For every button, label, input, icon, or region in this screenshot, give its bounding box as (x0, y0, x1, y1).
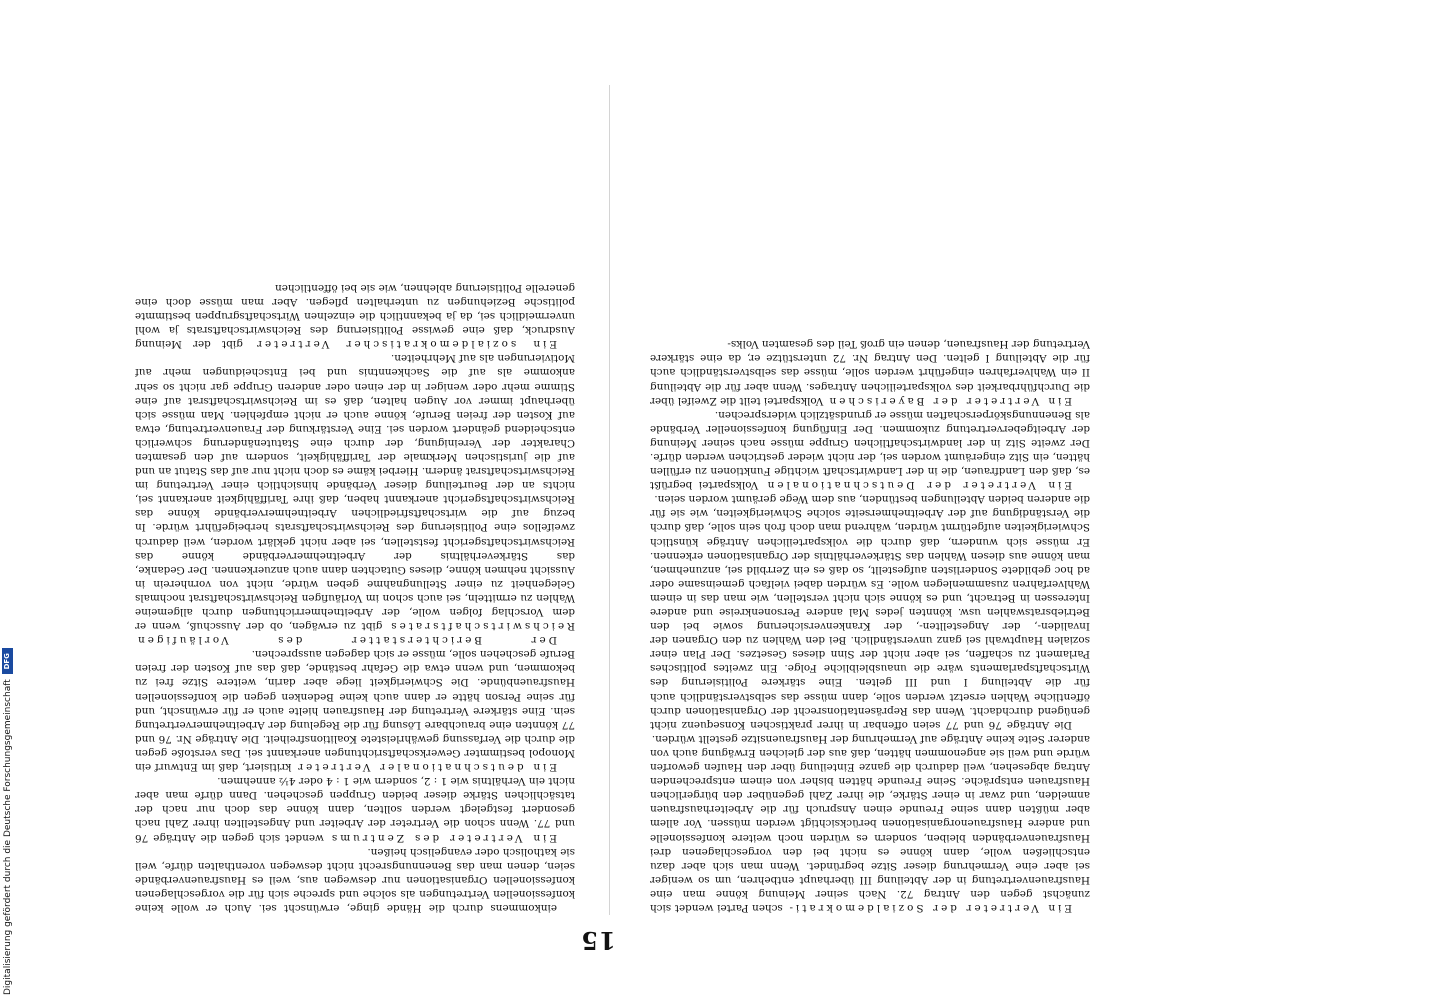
paragraph (650, 337, 1090, 407)
dfg-logo-icon: DFG (2, 648, 13, 674)
paragraph (650, 732, 1090, 915)
right-column (135, 75, 575, 915)
paragraph-lead: Ein Vertreter des Zentrums (328, 831, 557, 844)
paragraph (135, 351, 575, 647)
paragraph-text: einkommens durch die Hände ginge, erwünscht sei. Auch er wolle keine konfessionellen Vertretungen als solche und spreche sich für die vorgeschlagenen konfessionellen Organisationen nur deswegen aus, weil es Hausfrauenverbände seien, denen man das Benennungsrecht nicht deswegen vorenthalten dürfe, weil sie katholisch oder evangelisch heißen. (135, 845, 575, 914)
paragraph (135, 281, 575, 351)
funding-note-text: Digitalisierung gefördert durch die Deutsche Forschungsgemeinschaft (2, 679, 13, 995)
paragraph-lead: Ein sozialdemokratischer Vertreter (254, 338, 557, 351)
paragraph-text: wendet sich gegen die Anträge 76 und 77. Wenn schon die Vertreter der Arbeiter und Angestellten ihrer Zahl nach gesondert festgelegt werden sollten, dann könne das doch nur nach der tatsächlichen Stärke dieser beiden Gruppen geschehen. Dann dürfe man aber nicht ein Verhältnis wie 1 : 2, sondern wie 1 : 4 oder 4½ annehmen. (135, 775, 575, 844)
paragraph (650, 492, 1090, 732)
paragraph-text: schen Partei wendet sich zunächst gegen den Antrag 72. Nach seiner Meinung könne man eine Hausfrauenvertretung in der Abteilung III überhaupt entbehren, um so weniger sei aber eine Vermehrung dieser Sitze begründet. Wenn man sich aber dazu entschließen wolle, dann könne es nicht bei den vorgeschlagenen drei Hausfrauenverbänden bleiben, sondern es würden noch weitere konfessionelle und andere Hausfrauenorganisationen berücksichtigt werden müssen. Vor allem aber müßten dann seine Freunde einen Anspruch für die Arbeiterhausfrauen anmelden, und zwar in einer Stärke, die ihrer Zahl gegenüber den bürgerlichen Hausfrauen entspräche. Seine Freunde hätten bisher von einem entsprechenden Antrag abgesehen, weil dadurch die ganze Einteilung über den Haufen geworfen würde und weil sie angenommen hätten, daß aus der gleichen Erwägung auch von anderer Seite keine Anträge auf Vermehrung der Hausfrauensitze gestellt würden. (650, 732, 1090, 914)
rotated-document-page (130, 70, 1090, 955)
paragraph-text: Die Anträge 76 und 77 seien offenbar in ihrer praktischen Konsequenz nicht genügend durchdacht. Wenn das Repräsentationsrecht der Organisationen durch öffentliche Wahlen ersetzt werden solle, dann müsse das selbstverständlich auch für die Abteilung I und III gelten. Eine stärkere Politisierung des Wirtschaftsparlaments wäre die unausbleibliche Folge. Ein zweites politisches Parlament zu schaffen, sei aber nicht der Sinn dieses Gesetzes. Der Plan einer sozialen Hauptwahl sei ganz unverständlich. Bei den Wahlen zu den Organen der Invaliden-, der Angestellten-, der Krankenversicherung sowie bei den Betriebsratswahlen usw. könnten jedes Mal andere Personenkreise und andere Interessen in Betracht, und es könne sich nicht verstellen, wie man das in einem Wahlverfahren zusammenlegen wolle. Es würden dabei vielfach gemeinsame oder ad hoc gebildete Sonderlisten aufgestellt, so daß es ein Zerrbild sei, anzunehmen, man könne aus diesen Wahlen das Stärkeverhältnis der Organisationen erkennen. Er müsse sich wundern, daß durch die volksparteilichen Anträge künstlich Schwierigkeiten aufgetürmt würden, während man doch froh sein solle, daß durch die Verständigung auf der Arbeitnehmerseite solche Schwierigkeiten, wie sie für die anderen beiden Abteilungen bestünden, aus dem Wege geräumt worden seien. (650, 493, 1090, 731)
left-column (650, 75, 1090, 915)
funding-note (2, 648, 13, 995)
paragraph-text: gibt der Meinung Ausdruck, daß eine gewisse Politisierung des Reichswirtschaftsrats ja wohl unvermeidlich sei, da ja bekanntlich die einzelnen Wirtschaftsgruppen bestimmte politische Beziehungen zu unterhalten pflegen. Aber man müsse doch eine generelle Politisierung ablehnen, wie sie bei öffentlichen (135, 281, 575, 351)
paragraph-text: kritisiert, daß im Entwurf ein Monopol bestimmter Gewerkschaftsrichtungen anerkannt sei. Das verstoße gegen die durch die Verfassung gewährleistete Koalitionsfreiheit. Die Anträge Nr. 76 und 77 könnten eine brauchbare Lösung für die Regelung der Arbeitnehmervertretung sein. Eine stärkere Vertretung der Hausfrauen hielte auch er für erwünscht, und für seine Person hätte er dann auch keine Bedenken gegen die konfessionellen Hausfrauenbünde. Die Schwierigkeit liege aber darin, weitere Sitze frei zu bekommen, und wenn etwa die Gefahr bestände, daß das auf Kosten der freien Berufe geschehen solle, müsse er sich dagegen aussprechen. (135, 648, 575, 774)
paragraph-lead: Ein Vertreter der Sozialdemokrati- (786, 902, 1072, 914)
paragraph (135, 845, 575, 915)
paragraph-lead: Ein deutschnationaler Vertreter (295, 761, 557, 774)
paragraph-text: Volkspartei teilt die Zweifel über die Durchführbarkeit des volksparteilichen Antrages. Wenn aber für die Abteilung II ein Wahlverfahren eingeführt werden solle, müsse das selbstverständlich auch für die Abteilung I gelten. Den Antrag Nr. 72 unterstütze er, da eine stärkere Vertretung der Hausfrauen, denen ein groß Teil des gesamten Volks- (650, 338, 1090, 407)
paragraph-lead: Ein Vertreter der Bayerischen (826, 394, 1072, 407)
paragraph-lead: Ein Vertreter der Deutschnationalen (764, 479, 1072, 492)
paragraph-lead: Der Berichterstatter des Vorläufigen Reichswirtschaftsrates (135, 620, 575, 647)
paragraph (650, 408, 1090, 493)
column-divider (609, 85, 610, 915)
paragraph (135, 647, 575, 774)
paragraph-text: Volkspartei begrüßt es, daß den Landfrauen, die in der Landwirtschaft wichtige Funktionen zu erfüllen hätten, ein Sitz eingeräumt worden sei, der nicht wieder gestrichen werden dürfe. Der zweite Sitz in der landwirtschaftlichen Gruppe müsse nach seiner Meinung der Arbeitgebervertretung zukommen. Der Einfügung konfessioneller Verbände als Benennungskörperschaften müsse er grundsätzlich widersprechen. (650, 408, 1090, 492)
paragraph-text: gibt zu erwägen, ob der Ausschuß, wenn er dem Vorschlag folgen wolle, der Arbeitnehmerrichtungen durch allgemeine Wahlen zu ermitteln, sei auch schon im Vorläufigen Reichswirtschaftsrat nochmals Gelegenheit zu einer Stellungnahme geben würde, nicht von vornherein in Aussicht nehmen könne, dieses Gutachten dann auch anzuerkennen. Der Gedanke, das Stärkeverhältnis der Arbeitnehmerverbände könne das Reichswirtschaftsgericht feststellen, sei aber nicht geklärt worden, weil dadurch zweifellos eine Politisierung des Reichswirtschaftsrats herbeigeführt würde. In bezug auf die wirtschaftsfriedlichen Arbeitnehmerverbände könne das Reichswirtschaftsgericht anerkannt haben, daß ihre Tariffähigkeit anerkannt sei, nichts an der Beurteilung dieser Verbände hinsichtlich einer Vertretung im Reichswirtschaftsrat ändern. Hierbei käme es doch nicht nur auf das Statut an und auf die juristischen Merkmale der Tariffähigkeit, sondern auf den gesamten Charakter der Vereinigung, der durch eine Statutenänderung schwerlich entscheidend geändert worden sei. Eine Verstärkung der Frauenvertretung, etwa auf Kosten der freien Berufe, könne auch er nicht empfehlen. Man müsse sich überhaupt immer vor Augen halten, daß es im Reichswirtschaftsrat auf eine Stimme mehr oder weniger in der einen oder anderen Gruppe gar nicht so sehr ankomme als auf die Sachkenntnis und bei Entscheidungen mehr auf Motivierungen als auf Mehrheiten. (135, 352, 575, 633)
page-number: 15 (580, 926, 616, 955)
paragraph (135, 774, 575, 844)
